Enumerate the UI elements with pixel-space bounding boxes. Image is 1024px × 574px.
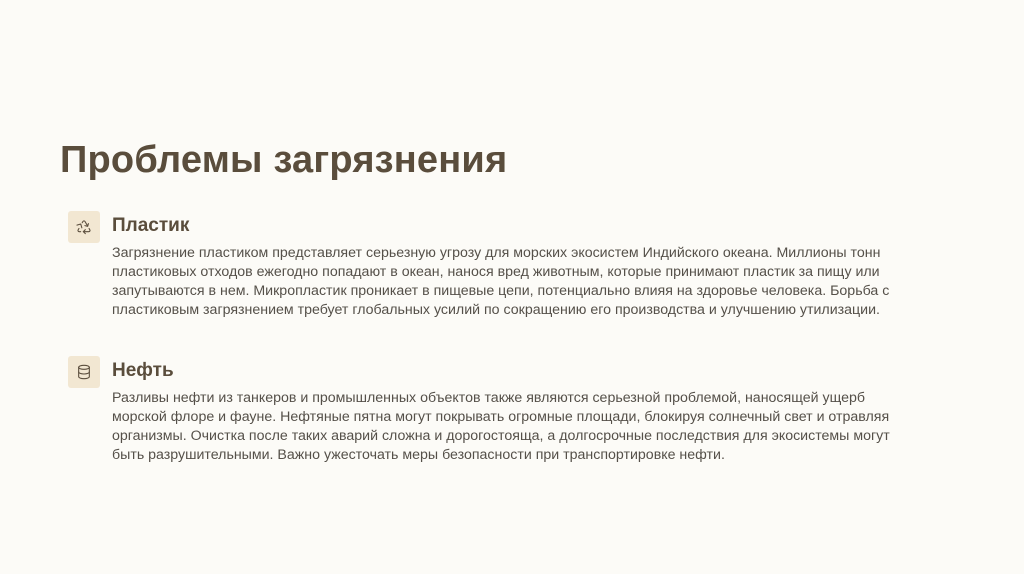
- section-body-oil: Разливы нефти из танкеров и промышленных объектов также являются серьезной проблемой, наносящей ущерб морской флоре и фауне. Нефтяные пятна могут покрывать огромные площади, блокируя солнечный свет и отравляя организмы. Очистка после таких аварий сложна и дорогостояща, а долгосрочные последствия для экосистемы могут быть разрушительными. Важно ужесточать меры безопасности при транспортировке нефти.: [112, 390, 890, 463]
- section-heading-plastic: Пластик: [112, 215, 190, 236]
- recycle-icon: [68, 211, 100, 243]
- oil-barrel-icon: [68, 356, 100, 388]
- section-body-plastic: Загрязнение пластиком представляет серьезную угрозу для морских экосистем Индийского океана. Миллионы тонн пластиковых отходов ежегодно попадают в океан, нанося вред животным, которые принимают пластик за пищу или запутываются в нем. Микропластик проникает в пищевые цепи, потенциально влияя на здоровье человека. Борьба с пластиковым загрязнением требует глобальных усилий по сокращению его производства и улучшению утилизации.: [112, 245, 890, 318]
- section-heading-oil: Нефть: [112, 360, 174, 381]
- page-title: Проблемы загрязнения: [60, 139, 508, 181]
